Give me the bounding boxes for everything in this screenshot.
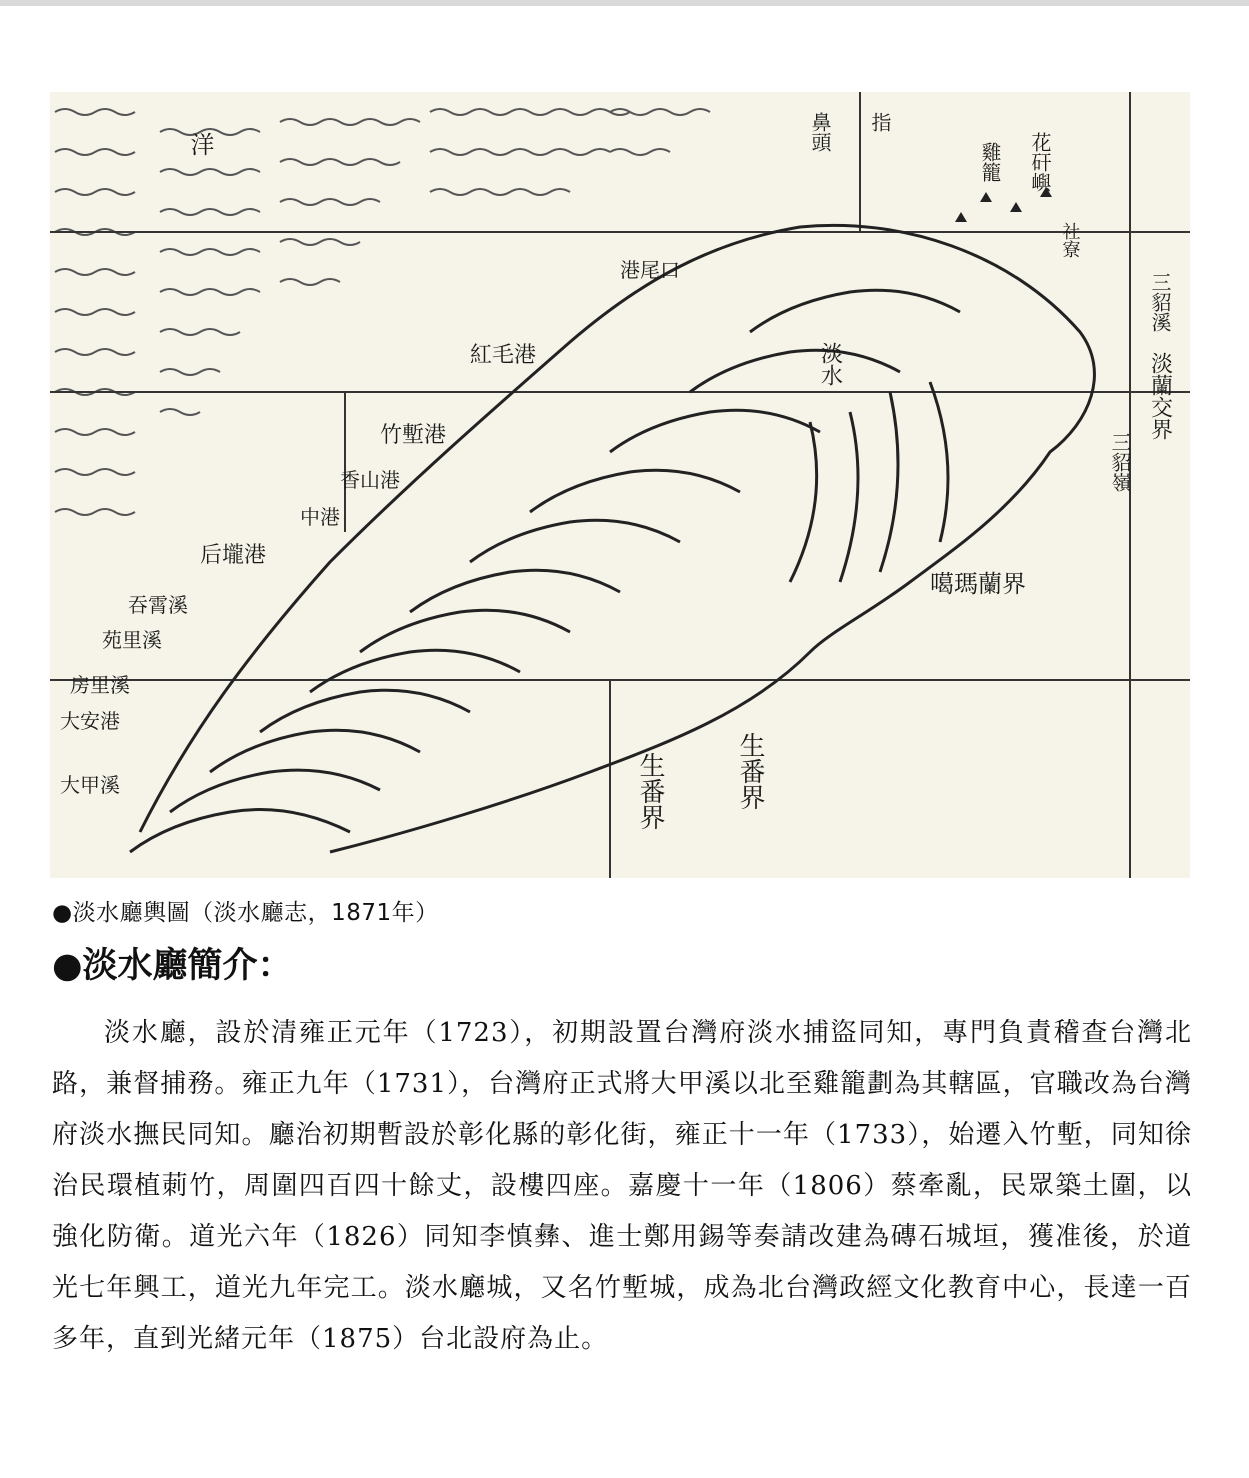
label-bitou: 鼻頭 <box>808 112 832 152</box>
sea-waves <box>55 109 710 515</box>
label-sheliao: 社寮 <box>1059 222 1081 258</box>
map-image <box>50 92 1190 878</box>
label-dajia: 大甲溪 <box>60 773 120 797</box>
label-shengfan-2: 生番界 <box>735 732 765 810</box>
label-zhuqian: 竹塹港 <box>380 423 447 448</box>
coastline <box>130 225 1094 852</box>
label-hongmao: 紅毛港 <box>470 343 537 368</box>
label-yuanli: 苑里溪 <box>102 628 162 652</box>
label-tamsui: 淡水 <box>817 342 843 386</box>
label-tunxiao: 吞霄溪 <box>128 593 188 617</box>
intro-paragraph: 淡水廳，設於清雍正元年（1723），初期設置台灣府淡水捕盜同知，專門負責稽查台灣北路，兼督捕務。雍正九年（1731），台灣府正式將大甲溪以北至雞籠劃為其轄區，官職改為台灣府淡水撫民同知。廳治初期暫設於彰化縣的彰化街，雍正十一年（1733），始遷入竹塹，同知徐治民環植莿竹，周圍四百四十餘丈，設樓四座。嘉慶十一年（1806）蔡牽亂，民眾築土圍，以強化防衛。道光六年（1826）同知李慎彝、進士鄭用錫等奏請改建為磚石城垣，獲准後，於道光七年興工，道光九年完工。淡水廳城，又名竹塹城，成為北台灣政經文化教育中心，長達一百多年，直到光緒元年（1875）台北設府為止。 <box>52 1018 1192 1354</box>
label-sandiao-river: 三貂溪 <box>1148 272 1172 332</box>
label-gangwei: 港尾口 <box>620 258 680 282</box>
label-kavalan-border: 噶瑪蘭界 <box>930 570 1026 598</box>
label-houlong: 后壠港 <box>200 543 267 568</box>
label-keelung: 雞籠 <box>978 142 1002 182</box>
top-divider <box>0 0 1249 6</box>
section-heading: ●淡水廳簡介： <box>52 946 293 986</box>
label-daan: 大安港 <box>60 709 120 733</box>
tamsui-map-drawing <box>50 92 1190 878</box>
label-danlan-border: 淡蘭交界 <box>1147 352 1173 440</box>
label-sandiao-ridge: 三貂嶺 <box>1108 432 1132 492</box>
place-labels <box>60 112 1173 830</box>
label-huaganyu: 花矸嶼 <box>1028 132 1052 192</box>
label-fangli: 房里溪 <box>70 673 130 697</box>
label-shengfan-1: 生番界 <box>635 752 665 830</box>
label-zhonggang: 中港 <box>300 505 340 529</box>
label-ocean: 洋 <box>186 132 214 156</box>
mountain-peaks <box>955 187 1052 222</box>
label-xiangshan: 香山港 <box>340 468 400 492</box>
map-caption: ●淡水廳輿圖（淡水廳志，1871年） <box>52 900 439 926</box>
label-zhi: 指 <box>868 112 892 132</box>
